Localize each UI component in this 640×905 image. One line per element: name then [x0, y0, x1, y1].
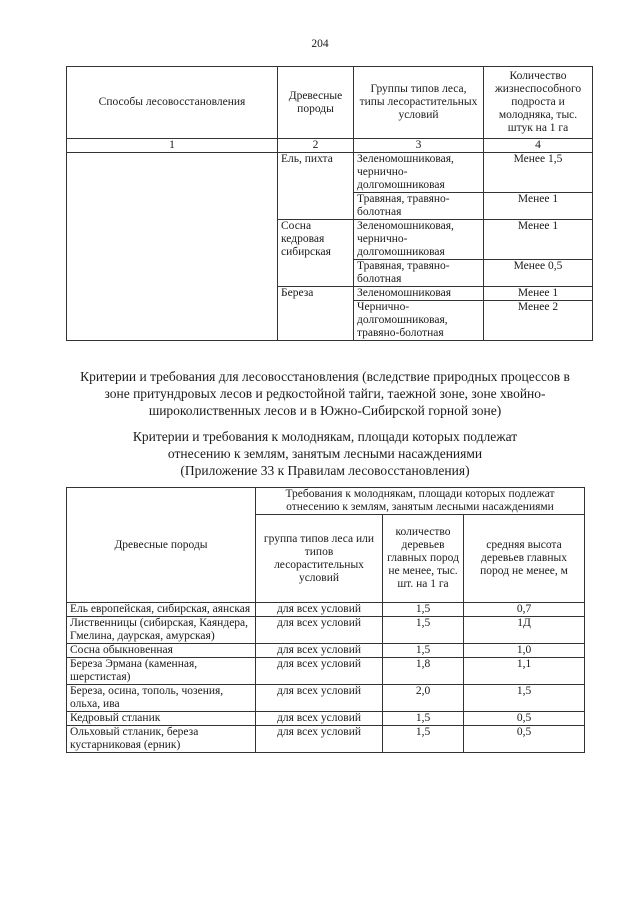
col-number: 3 — [354, 139, 484, 153]
quantity-cell: Менее 0,5 — [484, 260, 593, 287]
heading-line: отнесению к землям, занятым лесными насаждениями — [167, 446, 483, 461]
table-row — [67, 658, 585, 685]
criteria-heading: Критерии и требования для лесовосстановления (вследствие природных процессов в зоне притундровых лесов и редкостойной тайги, таежной зоне, зоне хвойно-широколиственных лесов и в Южно-Сибирской горной зоне) — [80, 369, 570, 418]
header-species: Древесные породы — [278, 67, 354, 139]
species-cell: Сосна кедровая сибирская — [278, 220, 354, 287]
col-number: 1 — [67, 139, 278, 153]
condition-cell: для всех условий — [256, 644, 383, 658]
species-cell: Лиственницы (сибирская, Каяндера, Гмелина, даурская, амурская) — [67, 617, 256, 644]
condition-cell: для всех условий — [256, 685, 383, 712]
header-methods: Способы лесовосстановления — [67, 67, 278, 139]
forest-type-cell: Зеленомошниковая, чернично-долгомошниковая — [354, 153, 484, 193]
quantity-cell: Менее 1 — [484, 193, 593, 220]
header-quantity: Количество жизнеспособного подроста и молодняка, тыс. штук на 1 га — [484, 67, 593, 139]
header-condition: группа типов леса или типов лесорастительных условий — [256, 515, 383, 603]
page-number: 204 — [311, 38, 329, 50]
table-row — [67, 726, 585, 753]
count-cell: 1,5 — [383, 726, 464, 753]
heading-line: Критерии и требования к молоднякам, площади которых подлежат — [132, 429, 518, 444]
species-cell: Береза, осина, тополь, чозения, ольха, ива — [67, 685, 256, 712]
condition-cell: для всех условий — [256, 617, 383, 644]
forest-type-cell: Зеленомошниковая — [354, 287, 484, 301]
count-cell: 1,8 — [383, 658, 464, 685]
count-cell: 1,5 — [383, 644, 464, 658]
count-cell: 1,5 — [383, 712, 464, 726]
height-cell: 1,1 — [464, 658, 585, 685]
col-number: 4 — [484, 139, 593, 153]
condition-cell: для всех условий — [256, 726, 383, 753]
condition-cell: для всех условий — [256, 658, 383, 685]
height-cell: 0,5 — [464, 712, 585, 726]
methods-cell — [67, 153, 278, 341]
condition-cell: для всех условий — [256, 603, 383, 617]
quantity-cell: Менее 1,5 — [484, 153, 593, 193]
header-count: количество деревьев главных пород не менее, тыс. шт. на 1 га — [383, 515, 464, 603]
col-number: 2 — [278, 139, 354, 153]
table-row — [67, 617, 585, 644]
header-height: средняя высота деревьев главных пород не менее, м — [464, 515, 585, 603]
height-cell: 1,0 — [464, 644, 585, 658]
table-row — [67, 603, 585, 617]
young-stands-table — [66, 487, 585, 753]
header-forest-types: Группы типов леса, типы лесорастительных условий — [354, 67, 484, 139]
count-cell: 1,5 — [383, 617, 464, 644]
species-cell: Береза — [278, 287, 354, 341]
species-cell: Кедровый стланик — [67, 712, 256, 726]
table-row — [67, 712, 585, 726]
quantity-cell: Менее 1 — [484, 287, 593, 301]
quantity-cell: Менее 1 — [484, 220, 593, 260]
count-cell: 1,5 — [383, 603, 464, 617]
young-stands-heading — [70, 428, 580, 479]
regeneration-table — [66, 66, 593, 341]
height-cell: 1,5 — [464, 685, 585, 712]
species-cell: Береза Эрмана (каменная, шерстистая) — [67, 658, 256, 685]
table-row — [67, 685, 585, 712]
forest-type-cell: Чернично-долгомошниковая, травяно-болотная — [354, 301, 484, 341]
height-cell: 1Д — [464, 617, 585, 644]
condition-cell: для всех условий — [256, 712, 383, 726]
species-cell: Ольховый стланик, береза кустарниковая (ерник) — [67, 726, 256, 753]
table-row — [67, 644, 585, 658]
header-requirements: Требования к молоднякам, площади которых подлежат отнесению к землям, занятым лесными насаждениями — [256, 488, 585, 515]
forest-type-cell: Травяная, травяно-болотная — [354, 260, 484, 287]
forest-type-cell: Травяная, травяно-болотная — [354, 193, 484, 220]
table-row — [67, 153, 593, 193]
height-cell: 0,7 — [464, 603, 585, 617]
species-cell: Ель, пихта — [278, 153, 354, 220]
header-species: Древесные породы — [67, 488, 256, 603]
heading-line: (Приложение 33 к Правилам лесовосстановления) — [180, 463, 470, 478]
forest-type-cell: Зеленомошниковая, чернично-долгомошниковая — [354, 220, 484, 260]
species-cell: Сосна обыкновенная — [67, 644, 256, 658]
quantity-cell: Менее 2 — [484, 301, 593, 341]
height-cell: 0,5 — [464, 726, 585, 753]
count-cell: 2,0 — [383, 685, 464, 712]
species-cell: Ель европейская, сибирская, аянская — [67, 603, 256, 617]
